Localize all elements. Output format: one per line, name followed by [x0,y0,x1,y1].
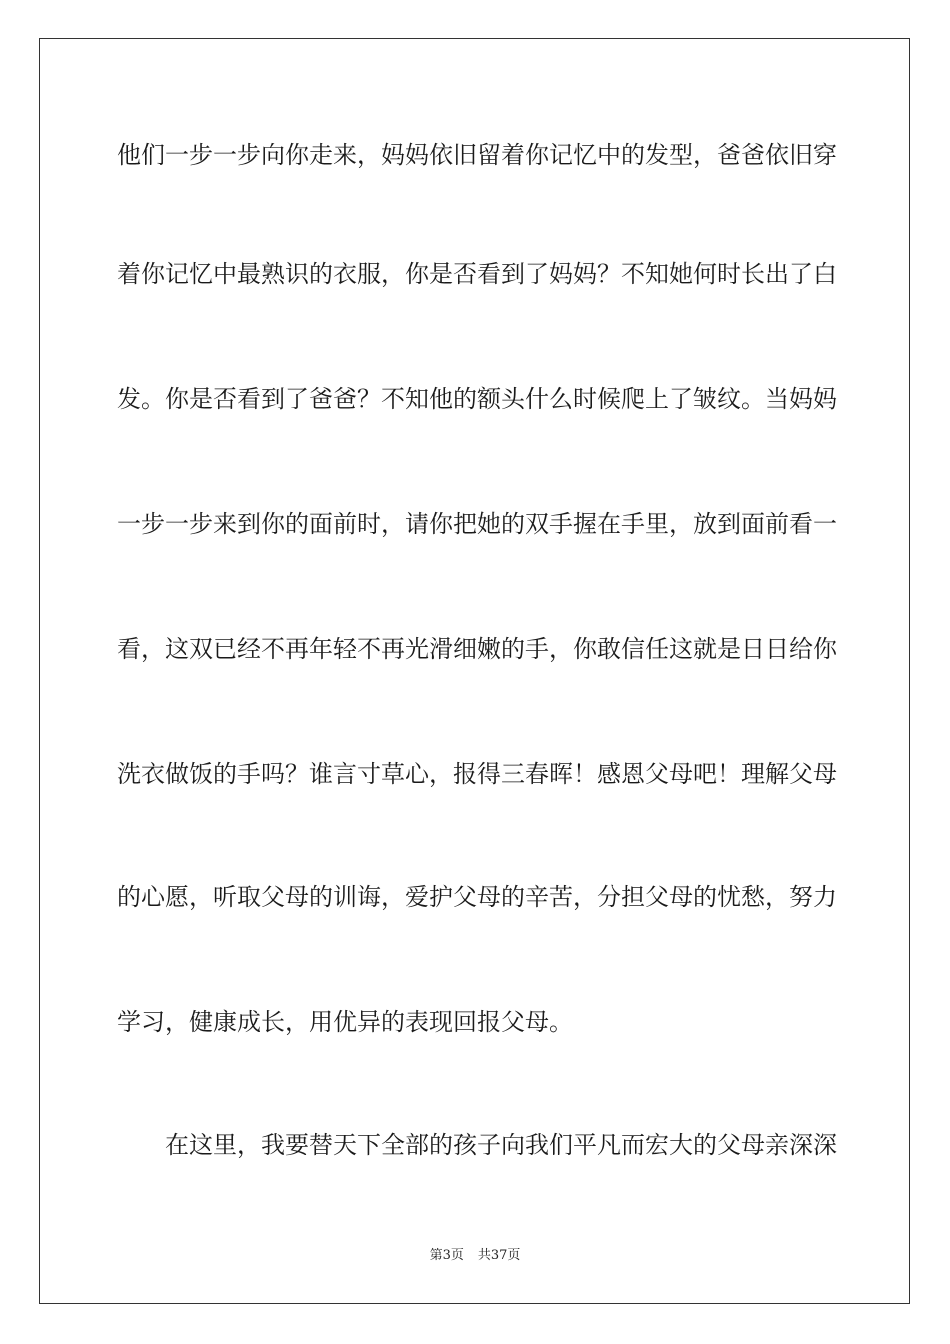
body-text-line-1: 他们一步一步向你走来，妈妈依旧留着你记忆中的发型，爸爸依旧穿 [117,141,837,169]
body-text-line-8: 学习，健康成长，用优异的表现回报父母。 [117,1008,573,1036]
body-text-line-4: 一步一步来到你的面前时，请你把她的双手握在手里，放到面前看一 [117,510,837,538]
page-frame [39,38,910,1304]
total-pages: 共37页 [477,1248,521,1263]
paragraph-start-line: 在这里，我要替天下全部的孩子向我们平凡而宏大的父母亲深深 [165,1131,837,1159]
page-footer [0,1247,950,1265]
body-text-line-7: 的心愿，听取父母的训诲，爱护父母的辛苦，分担父母的忧愁，努力 [117,883,837,911]
body-text-line-3: 发。你是否看到了爸爸？不知他的额头什么时候爬上了皱纹。当妈妈 [117,385,837,413]
body-text-line-2: 着你记忆中最熟识的衣服，你是否看到了妈妈？不知她何时长出了白 [117,260,837,288]
page-number: 第3页 [429,1248,464,1263]
body-text-line-6: 洗衣做饭的手吗？谁言寸草心，报得三春晖！感恩父母吧！理解父母 [117,760,837,788]
body-text-line-5: 看，这双已经不再年轻不再光滑细嫩的手，你敢信任这就是日日给你 [117,635,837,663]
